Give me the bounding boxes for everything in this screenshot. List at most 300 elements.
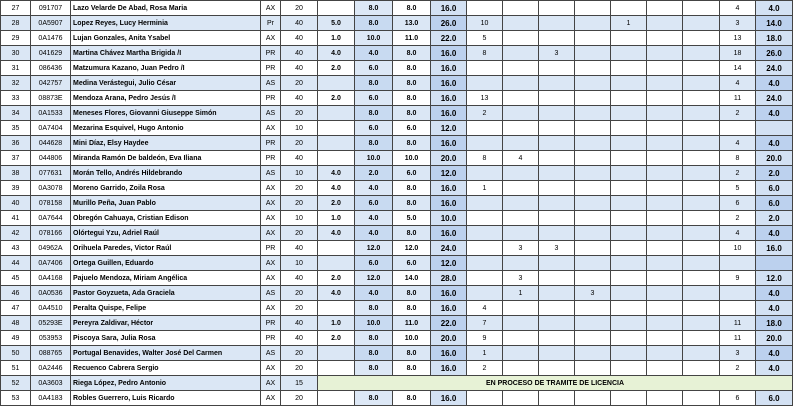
staff-name-cell: Pajuelo Mendoza, Miriam Angélica (71, 271, 261, 286)
activity-cell (647, 316, 683, 331)
other-hours-cell: 9 (720, 271, 756, 286)
activity-cell (575, 211, 611, 226)
row-number-cell: 42 (1, 226, 31, 241)
hours-cell: 10 (281, 211, 318, 226)
category-cell: AX (261, 391, 281, 406)
activity-cell (683, 226, 720, 241)
table-row (1, 316, 793, 331)
total-cell: 16.0 (431, 286, 467, 301)
activity-cell (503, 46, 539, 61)
activity-cell (575, 346, 611, 361)
total-cell: 28.0 (431, 271, 467, 286)
activity-cell (539, 361, 575, 376)
activity-cell (539, 136, 575, 151)
activity-cell (647, 151, 683, 166)
activity-cell (575, 61, 611, 76)
hours-cell: 20 (281, 181, 318, 196)
hours-cell: 15 (281, 376, 318, 391)
activity-cell (647, 16, 683, 31)
activity-cell (575, 331, 611, 346)
other-total-cell: 4.0 (756, 136, 793, 151)
hours-cell: 20 (281, 286, 318, 301)
other-hours-cell: 18 (720, 46, 756, 61)
table-row (1, 76, 793, 91)
activity-cell (647, 331, 683, 346)
activity-cell (611, 31, 647, 46)
class-hours-cell: 8.0 (355, 346, 393, 361)
table-row (1, 151, 793, 166)
activity-cell (611, 61, 647, 76)
hours-cell: 40 (281, 241, 318, 256)
row-number-cell: 35 (1, 121, 31, 136)
other-total-cell: 18.0 (756, 316, 793, 331)
activity-cell (647, 121, 683, 136)
other-hours-cell: 8 (720, 151, 756, 166)
activity-cell (611, 256, 647, 271)
hours-cell: 20 (281, 346, 318, 361)
staff-code-cell: 0A3603 (31, 376, 71, 391)
activity-cell: 9 (467, 331, 503, 346)
row-number-cell: 40 (1, 196, 31, 211)
row-number-cell: 39 (1, 181, 31, 196)
activity-cell (575, 391, 611, 406)
table-row (1, 121, 793, 136)
staff-name-cell: Mini Díaz, Elsy Haydee (71, 136, 261, 151)
activity-cell (467, 286, 503, 301)
other-total-cell: 16.0 (756, 241, 793, 256)
class-hours-cell: 10.0 (355, 316, 393, 331)
staff-code-cell: 0A4168 (31, 271, 71, 286)
activity-cell (647, 181, 683, 196)
other-total-cell: 14.0 (756, 16, 793, 31)
activity-cell: 3 (503, 271, 539, 286)
row-number-cell: 41 (1, 211, 31, 226)
other-hours-cell: 14 (720, 61, 756, 76)
staff-name-cell: Riega López, Pedro Antonio (71, 376, 261, 391)
license-note-cell: EN PROCESO DE TRAMITE DE LICENCIA (318, 376, 793, 391)
extra-hours-cell: 2.0 (318, 271, 355, 286)
category-cell: PR (261, 91, 281, 106)
row-number-cell: 51 (1, 361, 31, 376)
subtotal-cell: 6.0 (393, 166, 431, 181)
activity-cell (539, 91, 575, 106)
total-cell: 16.0 (431, 1, 467, 16)
row-number-cell: 30 (1, 46, 31, 61)
activity-cell (467, 391, 503, 406)
other-hours-cell: 4 (720, 136, 756, 151)
class-hours-cell: 4.0 (355, 181, 393, 196)
activity-cell (611, 181, 647, 196)
activity-cell (539, 181, 575, 196)
activity-cell (611, 151, 647, 166)
staff-code-cell: 088765 (31, 346, 71, 361)
class-hours-cell: 12.0 (355, 241, 393, 256)
activity-cell (539, 151, 575, 166)
extra-hours-cell: 4.0 (318, 226, 355, 241)
hours-cell: 20 (281, 106, 318, 121)
class-hours-cell: 8.0 (355, 331, 393, 346)
activity-cell (575, 136, 611, 151)
row-number-cell: 52 (1, 376, 31, 391)
table-row (1, 361, 793, 376)
activity-cell (467, 136, 503, 151)
class-hours-cell: 8.0 (355, 391, 393, 406)
staff-code-cell: 0A1533 (31, 106, 71, 121)
hours-cell: 40 (281, 331, 318, 346)
class-hours-cell: 4.0 (355, 211, 393, 226)
activity-cell: 4 (467, 301, 503, 316)
activity-cell (539, 106, 575, 121)
total-cell: 16.0 (431, 226, 467, 241)
activity-cell: 10 (467, 16, 503, 31)
category-cell: AX (261, 121, 281, 136)
activity-cell (647, 346, 683, 361)
table-row (1, 241, 793, 256)
staff-code-cell: 0A7404 (31, 121, 71, 136)
other-total-cell: 4.0 (756, 1, 793, 16)
category-cell: AX (261, 211, 281, 226)
table-row (1, 61, 793, 76)
row-number-cell: 36 (1, 136, 31, 151)
subtotal-cell: 8.0 (393, 196, 431, 211)
extra-hours-cell: 2.0 (318, 61, 355, 76)
extra-hours-cell: 4.0 (318, 166, 355, 181)
class-hours-cell: 2.0 (355, 166, 393, 181)
activity-cell (503, 181, 539, 196)
other-total-cell: 4.0 (756, 106, 793, 121)
activity-cell (611, 136, 647, 151)
row-number-cell: 45 (1, 271, 31, 286)
extra-hours-cell (318, 256, 355, 271)
subtotal-cell: 8.0 (393, 286, 431, 301)
activity-cell (611, 361, 647, 376)
other-total-cell: 18.0 (756, 31, 793, 46)
activity-cell (575, 301, 611, 316)
activity-cell (647, 91, 683, 106)
activity-cell (647, 46, 683, 61)
staff-code-cell: 08873E (31, 91, 71, 106)
total-cell: 16.0 (431, 301, 467, 316)
table-row (1, 196, 793, 211)
subtotal-cell: 14.0 (393, 271, 431, 286)
hours-cell: 40 (281, 46, 318, 61)
staff-code-cell: 053953 (31, 331, 71, 346)
table-row (1, 376, 793, 391)
staff-name-cell: Lazo Velarde De Abad, Rosa Maria (71, 1, 261, 16)
class-hours-cell: 12.0 (355, 271, 393, 286)
activity-cell (647, 196, 683, 211)
subtotal-cell: 8.0 (393, 391, 431, 406)
total-cell: 24.0 (431, 241, 467, 256)
activity-cell (539, 301, 575, 316)
subtotal-cell: 8.0 (393, 91, 431, 106)
table-row (1, 136, 793, 151)
activity-cell (647, 136, 683, 151)
extra-hours-cell (318, 361, 355, 376)
category-cell: PR (261, 151, 281, 166)
category-cell: AS (261, 286, 281, 301)
activity-cell: 7 (467, 316, 503, 331)
activity-cell (467, 61, 503, 76)
activity-cell (575, 121, 611, 136)
activity-cell: 13 (467, 91, 503, 106)
activity-cell (575, 166, 611, 181)
category-cell: PR (261, 331, 281, 346)
activity-cell (683, 76, 720, 91)
other-hours-cell: 10 (720, 241, 756, 256)
category-cell: AX (261, 361, 281, 376)
table-row (1, 391, 793, 406)
subtotal-cell: 6.0 (393, 256, 431, 271)
activity-cell (575, 316, 611, 331)
class-hours-cell: 6.0 (355, 61, 393, 76)
activity-cell (647, 301, 683, 316)
table-row (1, 271, 793, 286)
activity-cell (647, 31, 683, 46)
activity-cell (539, 76, 575, 91)
extra-hours-cell: 4.0 (318, 286, 355, 301)
other-total-cell (756, 121, 793, 136)
staff-code-cell: 077631 (31, 166, 71, 181)
activity-cell: 8 (467, 151, 503, 166)
total-cell: 12.0 (431, 166, 467, 181)
activity-cell: 3 (575, 286, 611, 301)
row-number-cell: 53 (1, 391, 31, 406)
activity-cell: 2 (467, 106, 503, 121)
total-cell: 12.0 (431, 256, 467, 271)
other-total-cell: 6.0 (756, 196, 793, 211)
activity-cell (503, 31, 539, 46)
hours-cell: 40 (281, 91, 318, 106)
activity-cell (611, 211, 647, 226)
class-hours-cell: 4.0 (355, 226, 393, 241)
activity-cell: 1 (611, 16, 647, 31)
activity-cell (503, 331, 539, 346)
row-number-cell: 32 (1, 76, 31, 91)
staff-name-cell: Mezarina Esquivel, Hugo Antonio (71, 121, 261, 136)
extra-hours-cell: 4.0 (318, 181, 355, 196)
row-number-cell: 33 (1, 91, 31, 106)
hours-cell: 40 (281, 271, 318, 286)
activity-cell (503, 346, 539, 361)
other-total-cell: 4.0 (756, 346, 793, 361)
staff-code-cell: 044806 (31, 151, 71, 166)
row-number-cell: 37 (1, 151, 31, 166)
class-hours-cell: 6.0 (355, 196, 393, 211)
subtotal-cell: 8.0 (393, 106, 431, 121)
activity-cell: 1 (467, 181, 503, 196)
other-hours-cell: 3 (720, 346, 756, 361)
other-hours-cell: 2 (720, 211, 756, 226)
activity-cell (683, 196, 720, 211)
activity-cell (503, 136, 539, 151)
staff-name-cell: Recuenco Cabrera Sergio (71, 361, 261, 376)
total-cell: 16.0 (431, 76, 467, 91)
table-row (1, 286, 793, 301)
staff-name-cell: Pereyra Zaldivar, Héctor (71, 316, 261, 331)
row-number-cell: 50 (1, 346, 31, 361)
class-hours-cell: 6.0 (355, 256, 393, 271)
staff-name-cell: Piscoya Sara, Julia Rosa (71, 331, 261, 346)
activity-cell (647, 271, 683, 286)
class-hours-cell: 10.0 (355, 31, 393, 46)
activity-cell (575, 151, 611, 166)
activity-cell: 3 (539, 46, 575, 61)
subtotal-cell: 8.0 (393, 346, 431, 361)
activity-cell: 8 (467, 46, 503, 61)
total-cell: 22.0 (431, 316, 467, 331)
total-cell: 16.0 (431, 346, 467, 361)
total-cell: 12.0 (431, 121, 467, 136)
total-cell: 20.0 (431, 331, 467, 346)
activity-cell (503, 106, 539, 121)
staff-code-cell: 0A2446 (31, 361, 71, 376)
staff-name-cell: Ortega Guillen, Eduardo (71, 256, 261, 271)
extra-hours-cell (318, 1, 355, 16)
activity-cell (575, 256, 611, 271)
activity-cell (539, 166, 575, 181)
activity-cell (683, 136, 720, 151)
activity-cell (467, 226, 503, 241)
activity-cell (611, 226, 647, 241)
activity-cell (611, 241, 647, 256)
other-hours-cell (720, 256, 756, 271)
extra-hours-cell (318, 346, 355, 361)
other-total-cell: 24.0 (756, 61, 793, 76)
staff-name-cell: Pastor Goyzueta, Ada Graciela (71, 286, 261, 301)
extra-hours-cell (318, 76, 355, 91)
hours-cell: 10 (281, 121, 318, 136)
class-hours-cell: 4.0 (355, 46, 393, 61)
hours-cell: 20 (281, 226, 318, 241)
other-hours-cell: 11 (720, 316, 756, 331)
category-cell: PR (261, 316, 281, 331)
staff-name-cell: Morán Tello, Andrés Hildebrando (71, 166, 261, 181)
total-cell: 16.0 (431, 361, 467, 376)
table-row (1, 211, 793, 226)
hours-cell: 40 (281, 316, 318, 331)
total-cell: 26.0 (431, 16, 467, 31)
category-cell: PR (261, 46, 281, 61)
activity-cell (683, 1, 720, 16)
activity-cell (611, 331, 647, 346)
staff-name-cell: Olórtegui Yzu, Adriel Raúl (71, 226, 261, 241)
other-total-cell: 4.0 (756, 361, 793, 376)
other-hours-cell (720, 301, 756, 316)
other-hours-cell: 2 (720, 166, 756, 181)
class-hours-cell: 6.0 (355, 121, 393, 136)
activity-cell (647, 286, 683, 301)
activity-cell (683, 46, 720, 61)
activity-cell (647, 106, 683, 121)
activity-cell (611, 391, 647, 406)
extra-hours-cell (318, 136, 355, 151)
extra-hours-cell: 4.0 (318, 46, 355, 61)
activity-cell (539, 196, 575, 211)
staff-code-cell: 091707 (31, 1, 71, 16)
staff-code-cell: 0A4510 (31, 301, 71, 316)
activity-cell (647, 76, 683, 91)
total-cell: 16.0 (431, 196, 467, 211)
total-cell: 16.0 (431, 91, 467, 106)
extra-hours-cell: 1.0 (318, 31, 355, 46)
class-hours-cell: 8.0 (355, 106, 393, 121)
activity-cell (611, 196, 647, 211)
activity-cell (683, 346, 720, 361)
subtotal-cell: 8.0 (393, 181, 431, 196)
activity-cell (575, 16, 611, 31)
other-hours-cell (720, 286, 756, 301)
activity-cell (575, 46, 611, 61)
activity-cell (683, 91, 720, 106)
staff-name-cell: Obregón Cahuaya, Cristian Edison (71, 211, 261, 226)
subtotal-cell: 8.0 (393, 46, 431, 61)
other-hours-cell: 11 (720, 331, 756, 346)
other-hours-cell: 2 (720, 361, 756, 376)
hours-cell: 20 (281, 1, 318, 16)
activity-cell: 1 (467, 346, 503, 361)
staff-code-cell: 041629 (31, 46, 71, 61)
table-row (1, 16, 793, 31)
staff-name-cell: Martina Chávez Martha Brigida /I (71, 46, 261, 61)
other-total-cell: 4.0 (756, 226, 793, 241)
activity-cell (539, 346, 575, 361)
activity-cell (467, 256, 503, 271)
other-total-cell (756, 256, 793, 271)
activity-cell (539, 391, 575, 406)
category-cell: PR (261, 61, 281, 76)
other-hours-cell (720, 121, 756, 136)
hours-cell: 20 (281, 136, 318, 151)
activity-cell (539, 331, 575, 346)
staff-name-cell: Mendoza Arana, Pedro Jesús /I (71, 91, 261, 106)
activity-cell (467, 271, 503, 286)
activity-cell (683, 316, 720, 331)
hours-cell: 20 (281, 76, 318, 91)
table-row (1, 106, 793, 121)
activity-cell (539, 211, 575, 226)
subtotal-cell: 6.0 (393, 121, 431, 136)
activity-cell (683, 361, 720, 376)
activity-cell (503, 361, 539, 376)
activity-cell (467, 211, 503, 226)
extra-hours-cell: 2.0 (318, 196, 355, 211)
category-cell: AS (261, 106, 281, 121)
activity-cell (611, 121, 647, 136)
category-cell: Pr (261, 16, 281, 31)
extra-hours-cell: 5.0 (318, 16, 355, 31)
activity-cell (503, 91, 539, 106)
class-hours-cell: 8.0 (355, 301, 393, 316)
other-total-cell: 4.0 (756, 286, 793, 301)
staff-name-cell: Orihuela Paredes, Victor Raúl (71, 241, 261, 256)
row-number-cell: 34 (1, 106, 31, 121)
activity-cell (575, 106, 611, 121)
activity-cell (575, 226, 611, 241)
activity-cell (539, 61, 575, 76)
row-number-cell: 46 (1, 286, 31, 301)
other-hours-cell: 5 (720, 181, 756, 196)
activity-cell (611, 346, 647, 361)
activity-cell (539, 1, 575, 16)
row-number-cell: 43 (1, 241, 31, 256)
activity-cell (575, 31, 611, 46)
table-row (1, 91, 793, 106)
hours-cell: 10 (281, 256, 318, 271)
extra-hours-cell: 1.0 (318, 211, 355, 226)
class-hours-cell: 8.0 (355, 136, 393, 151)
total-cell: 16.0 (431, 181, 467, 196)
